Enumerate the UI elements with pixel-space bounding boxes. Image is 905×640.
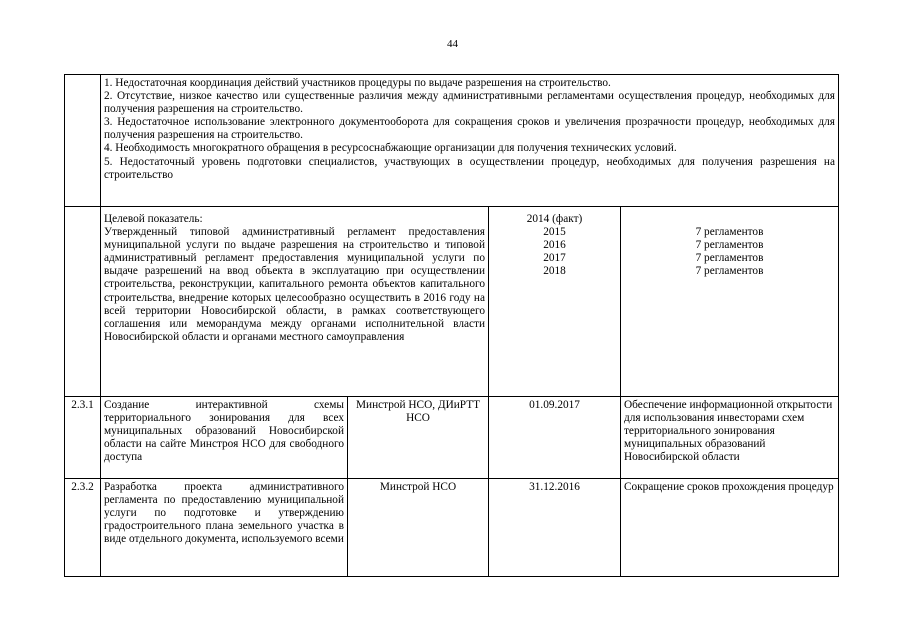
problem-item: 2. Отсутствие, низкое качество или существенные различия между административными регламентами осуществления процедур, необходимых для получения разрешения на строительство. — [104, 90, 835, 116]
target-year: 2014 (факт) — [526, 213, 583, 225]
problem-item: 3. Недостаточное использование электронного документооборота для сокращения сроков и увеличения прозрачности процедур, необходимых для получения разрешения на строительство. — [104, 116, 835, 142]
problem-item: 1. Недостаточная координация действий участников процедуры по выдаче разрешения на строительство. — [104, 77, 611, 89]
row-result: Сокращение сроков прохождения процедур — [621, 479, 839, 577]
row-name: Создание интерактивной схемы территориального зонирования для всех муниципальных образований Новосибирской области на сайте Минстроя НСО для свободного доступа — [101, 397, 348, 479]
table-row — [65, 397, 839, 479]
row-deadline: 31.12.2016 — [489, 479, 621, 577]
row-number: 2.3.1 — [65, 397, 101, 479]
target-year: 2017 — [543, 252, 566, 265]
row-responsible: Минстрой НСО — [348, 479, 489, 577]
target-value: 7 регламентов — [695, 265, 764, 278]
target-value — [624, 213, 835, 226]
target-heading: Целевой показатель: — [104, 213, 203, 225]
row-result: Обеспечение информационной открытости для использования инвесторами схем территориального зонирования муниципальных образований Новосибирской области — [621, 397, 839, 479]
row-deadline: 01.09.2017 — [489, 397, 621, 479]
plan-table — [64, 74, 839, 577]
problems-cell — [101, 75, 839, 207]
target-value: 7 регламентов — [695, 226, 764, 239]
target-values-cell — [621, 207, 839, 397]
target-year: 2015 — [543, 226, 566, 239]
target-value: 7 регламентов — [695, 252, 764, 265]
row-responsible: Минстрой НСО, ДИиРТТ НСО — [348, 397, 489, 479]
row-number: 2.3.2 — [65, 479, 101, 577]
target-text: Утвержденный типовой административный регламент предоставления муниципальной услуги по выдаче разрешения на строительство и типовой административный регламент предоставления муниципальной услуги по выдаче разрешений на ввод объекта в эксплуатацию при осуществлении строительства, реконструкции, капитального ремонта объектов капитального строительства, внедрение которых целесообразно осуществить в 2016 году на всей территории Новосибирской области, в рамках соответствующего соглашения или меморандума между органами исполнительной власти Новосибирской области и органами местного самоуправления — [104, 226, 485, 343]
problems-row — [65, 75, 839, 207]
target-indicator-cell — [101, 207, 489, 397]
problems-num-cell — [65, 75, 101, 207]
target-value: 7 регламентов — [695, 239, 764, 252]
target-num-cell — [65, 207, 101, 397]
page-number: 44 — [447, 38, 458, 50]
problem-item: 4. Необходимость многократного обращения в ресурсоснабжающие организации для получения технических условий. — [104, 142, 677, 155]
target-row — [65, 207, 839, 397]
problem-item: 5. Недостаточный уровень подготовки специалистов, участвующих в осуществлении процедур, необходимых для получения разрешения на строительство — [104, 155, 835, 181]
row-name: Разработка проекта административного регламента по предоставлению муниципальной услуги по подготовке и утверждению градостроительного плана земельного участка в виде отдельного документа, используемого всеми — [101, 479, 348, 577]
target-year: 2018 — [543, 265, 566, 278]
target-years-cell — [489, 207, 621, 397]
target-year: 2016 — [543, 239, 566, 252]
table-row — [65, 479, 839, 577]
